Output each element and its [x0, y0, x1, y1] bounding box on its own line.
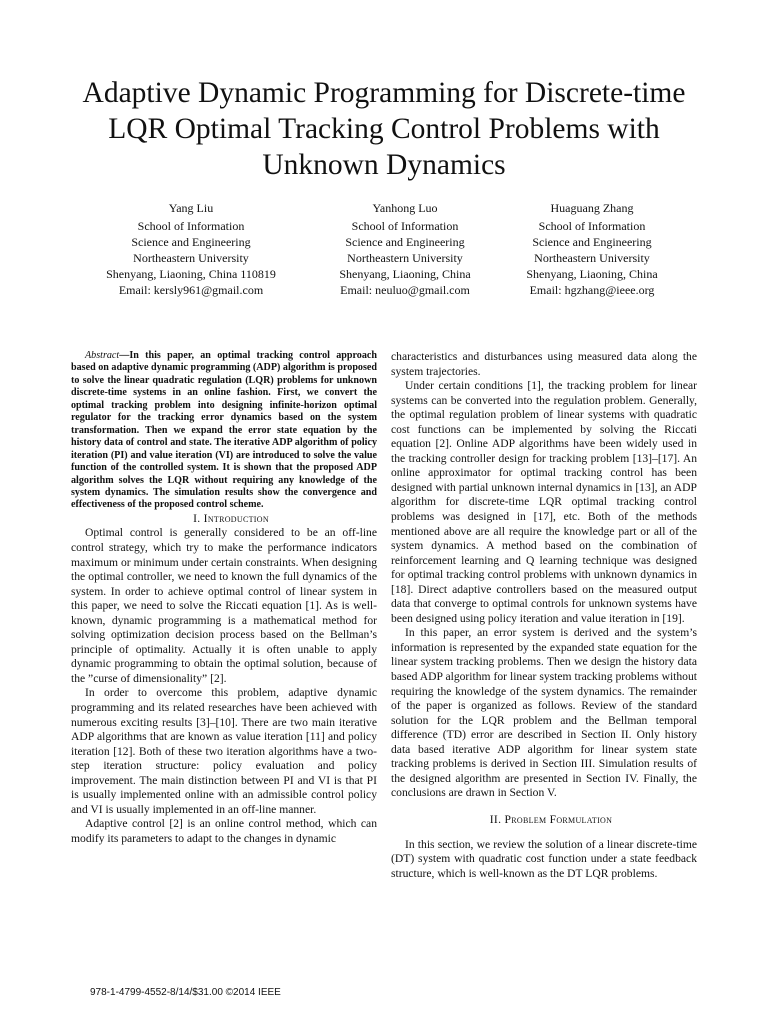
body-paragraph: Under certain conditions [1], the tracking problem for linear systems can be converted into the regulation problem. Generally, the optimal regulation problem of linear systems with quadratic cost functions can be implemented by solving the Riccati equation [2]. Online ADP algorithms have been widely used in the tracking controller design for tracking problem [13]–[17]. An online approximator for optimal tracking control has been designed with partial unknown internal dynamics in [13], an ADP algorithm for discrete-time LQR optimal tracking control problems was designed in [17], etc. Both of the methods mentioned above are all require the knowledge part or all of the system dynamics. A method based on the combination of reinforcement learning and Q learning technique was designed for optimal tracking control problems with unknown dynamics in [18]. Direct adaptive controllers based on the measured output data that converge to optimal controls for unknown systems have been designed using policy iteration and value iteration in [19]. — [391, 379, 697, 625]
title-line-1: Adaptive Dynamic Programming for Discrete-time — [82, 77, 686, 109]
author-affiliation: Northeastern University — [347, 251, 463, 265]
section-title: Problem Formulation — [504, 812, 613, 826]
author-email: Email: kersly961@gmail.com — [118, 283, 264, 297]
author-affiliation: School of Information — [137, 219, 245, 233]
author-affiliation: School of Information — [538, 219, 646, 233]
abstract-text: In this paper, an optimal tracking control approach based on adaptive dynamic programming (ADP) algorithm is proposed to solve the linear quadratic regulation (LQR) problems for unknown discrete-time systems in an online fashion. First, we convert the optimal tracking problem into designing infinite-horizon optimal regulator for the tracking error dynamics based on the system transformation. Then we expand the error state equation by the history data of control and state. The iterative ADP algorithm of policy iteration (PI) and value iteration (VI) are introduced to solve the value function of the controlled system. It is shown that the proposed ADP algorithm solves the LQR without requiring any knowledge of the system dynamics. The simulation results show the convergence and effectiveness of the proposed control scheme. — [71, 350, 377, 511]
author-address: Shenyang, Liaoning, China — [526, 267, 658, 281]
section-number: I. — [193, 511, 201, 525]
copyright-footer: 978-1-4799-4552-8/14/$31.00 ©2014 IEEE — [90, 987, 281, 998]
author-affiliation: Science and Engineering — [345, 235, 465, 249]
section-heading-problem-formulation — [391, 813, 697, 828]
abstract-label: Abstract — [85, 350, 120, 361]
author-block-1 — [76, 200, 306, 298]
author-email: Email: neuluo@gmail.com — [340, 283, 470, 297]
right-column — [391, 350, 697, 881]
author-affiliation: Northeastern University — [133, 251, 249, 265]
author-name: Yang Liu — [168, 201, 214, 215]
left-column — [71, 350, 377, 846]
author-affiliation: Science and Engineering — [131, 235, 251, 249]
section-heading-introduction — [71, 512, 377, 527]
body-paragraph: In this paper, an error system is derived and the system’s information is represented by the expanded state equation for the linear system tracking problems. Then we design the history data based ADP algorithm for linear system tracking problems without requiring the knowledge of the system dynamics. The remainder of the paper is organized as follows. Review of the standard solution for the LQR problem and the Bellman temporal difference (TD) error are described in Section II. Only history data based iterative ADP algorithm for linear system state tracking problems is derived in Section III. Simulation results of the designed algorithm are presented in Section IV. Finally, the conclusions are drawn in Section V. — [391, 626, 697, 800]
title-line-3: Unknown Dynamics — [262, 149, 506, 181]
author-address: Shenyang, Liaoning, China 110819 — [106, 267, 276, 281]
author-affiliation: Northeastern University — [534, 251, 650, 265]
section-title: Introduction — [203, 511, 269, 525]
author-name: Yanhong Luo — [372, 201, 438, 215]
author-affiliation: Science and Engineering — [532, 235, 652, 249]
title-line-2: LQR Optimal Tracking Control Problems with — [108, 113, 660, 145]
body-paragraph: Adaptive control [2] is an online control method, which can modify its parameters to adapt to the changes in dynamic — [71, 817, 377, 845]
body-paragraph: Optimal control is generally considered to be an off-line control strategy, which try to make the performance indicators maximum or minimum under certain constraints. When designing the optimal controller, we need to known the full dynamics of the system. In order to achieve optimal control of linear system in this paper, we need to solve the Riccati equation [1]. As is well-known, dynamic programming is a mathematical method for solving optimization decision process based on the Bellman’s principle of optimality. Actually it is often unable to apply dynamic programming to obtain the optimal solution, because of the ”curse of dimensionality” [2]. — [71, 526, 377, 685]
body-paragraph: characteristics and disturbances using measured data along the system trajectories. — [391, 350, 697, 378]
author-address: Shenyang, Liaoning, China — [339, 267, 471, 281]
body-paragraph: In order to overcome this problem, adaptive dynamic programming and its related researches have been achieved with numerous exciting results [3]–[10]. There are two main iterative ADP algorithms that are known as value iteration [11] and policy iteration [12]. Both of these two iteration algorithms have a two-step iteration structure: policy evaluation and policy improvement. The main distinction between PI and VI is that PI is usually implemented online with an admissible control policy and VI is usually implemented in an off-line manner. — [71, 686, 377, 816]
abstract-dash: — — [119, 350, 130, 361]
body-paragraph: In this section, we review the solution of a linear discrete-time (DT) system with quadratic cost function under a state feedback structure, which is well-known as the DT LQR problems. — [391, 837, 697, 880]
paper-title — [40, 75, 728, 183]
abstract — [71, 350, 377, 512]
author-email: Email: hgzhang@ieee.org — [529, 283, 655, 297]
section-number: II. — [489, 812, 502, 826]
author-name: Huaguang Zhang — [550, 201, 634, 215]
author-block-3 — [477, 200, 707, 298]
author-affiliation: School of Information — [351, 219, 459, 233]
